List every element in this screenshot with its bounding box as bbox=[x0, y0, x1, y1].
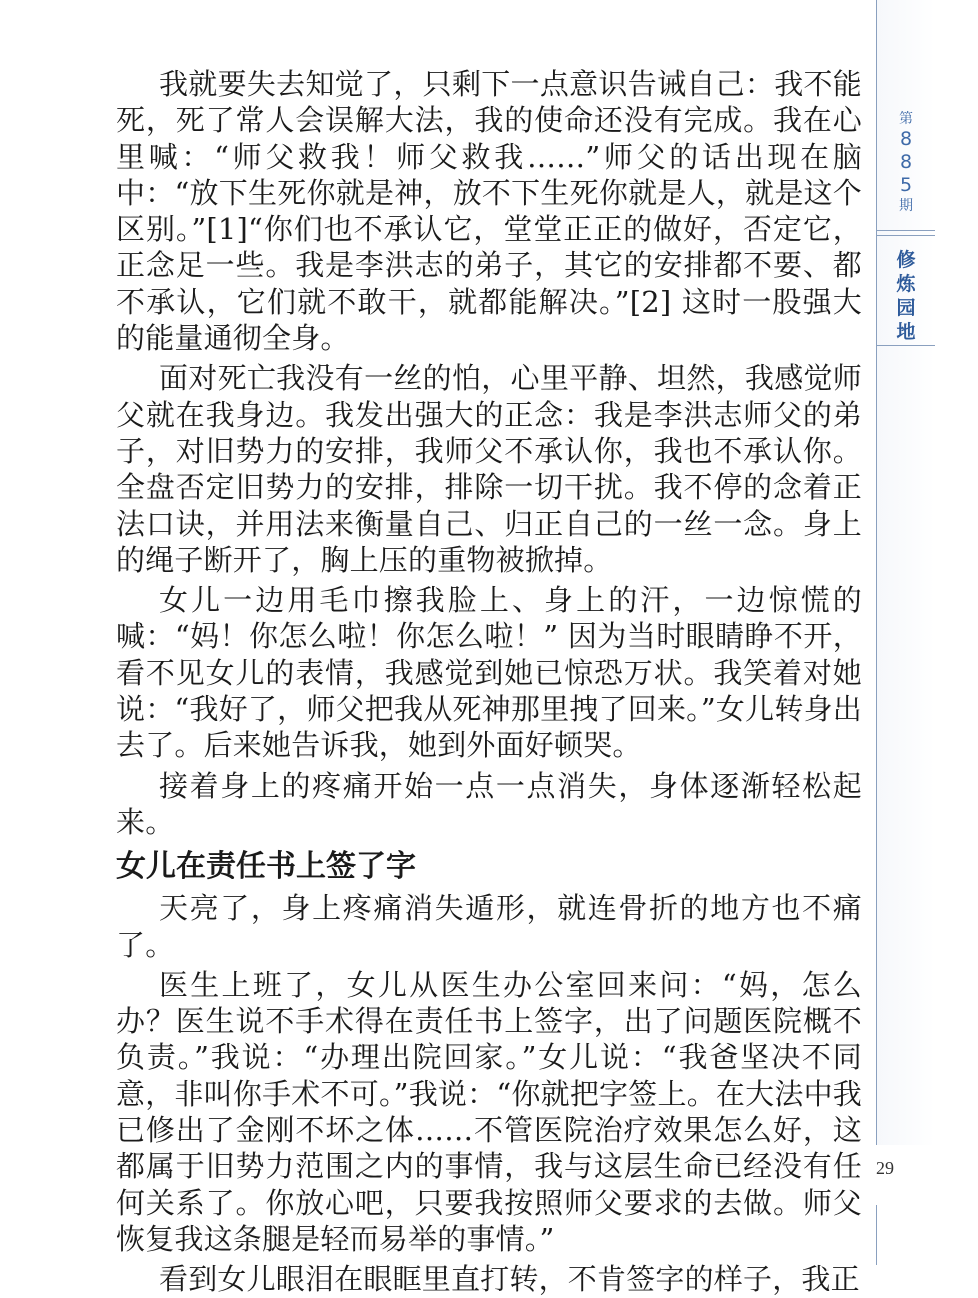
issue-prefix: 第 bbox=[899, 111, 913, 127]
issue-digit: 8 bbox=[899, 128, 913, 150]
section-char: 地 bbox=[896, 321, 916, 343]
page-number: 29 bbox=[876, 1158, 894, 1178]
issue-digit: 5 bbox=[899, 174, 913, 196]
paragraph: 天亮了，身上疼痛消失遁形，就连骨折的地方也不痛了。 bbox=[116, 891, 862, 962]
paragraph: 接着身上的疼痛开始一点一点消失，身体逐渐轻松起来。 bbox=[116, 768, 862, 839]
section-char: 园 bbox=[896, 297, 916, 319]
paragraph: 面对死亡我没有一丝的怕，心里平静、坦然，我感觉师父就在我身边。我发出强大的正念：我是李洪志师父的弟子，对旧势力的安排，我师父不承认你，我也不承认你。全盘否定旧势力的安排，排除一切干扰。我不停的念着正法口诀，并用法来衡量自己、归正自己的一丝一念。身上的绳子断开了，胸上压的重物被掀掉。 bbox=[116, 361, 862, 577]
divider bbox=[877, 345, 935, 346]
divider bbox=[877, 230, 935, 231]
paragraph: 女儿一边用毛巾擦我脸上、身上的汗，一边惊慌的喊：“妈！你怎么啦！你怎么啦！” 因为当时眼睛睁不开，看不见女儿的表情，我感觉到她已惊恐万状。我笑着对她说：“我好了，师父把我从死神那里拽了回来。”女儿转身出去了。后来她告诉我，她到外面好顿哭。 bbox=[116, 583, 862, 763]
article-body bbox=[116, 66, 862, 1298]
margin-line bbox=[876, 1205, 877, 1265]
paragraph: 我就要失去知觉了，只剩下一点意识告诫自己：我不能死，死了常人会误解大法，我的使命还没有完成。我在心里喊：“师父救我！师父救我……”师父的话出现在脑中：“放下生死你就是神，放不下生死你就是人，就是这个区别。”[1]“你们也不承认它，堂堂正正的做好，否定它，正念足一些。我是李洪志的弟子，其它的安排都不要、都不承认，它们就不敢干，就都能解决。”[2] 这时一股强大的能量通彻全身。 bbox=[116, 67, 862, 356]
divider bbox=[877, 235, 935, 236]
issue-number bbox=[877, 110, 935, 215]
section-char: 炼 bbox=[896, 273, 916, 295]
issue-digit: 8 bbox=[899, 151, 913, 173]
section-char: 修 bbox=[896, 249, 916, 271]
issue-suffix: 期 bbox=[899, 198, 913, 214]
section-heading: 女儿在责任书上签了字 bbox=[116, 849, 416, 885]
paragraph: 看到女儿眼泪在眼眶里直打转，不肯签字的样子，我正 bbox=[159, 1262, 860, 1297]
section-label bbox=[877, 248, 935, 344]
side-tab bbox=[876, 0, 935, 1145]
paragraph: 医生上班了，女儿从医生办公室回来问：“妈，怎么办？医生说不手术得在责任书上签字，出了问题医院概不负责。”我说：“办理出院回家。”女儿说：“我爸坚决不同意，非叫你手术不可。”我说：“你就把字签上。在大法中我已修出了金刚不坏之体……不管医院治疗效果怎么好，这都属于旧势力范围之内的事情，我与这层生命已经没有任何关系了。你放心吧，只要我按照师父要求的去做。师父恢复我这条腿是轻而易举的事情。” bbox=[116, 967, 862, 1256]
